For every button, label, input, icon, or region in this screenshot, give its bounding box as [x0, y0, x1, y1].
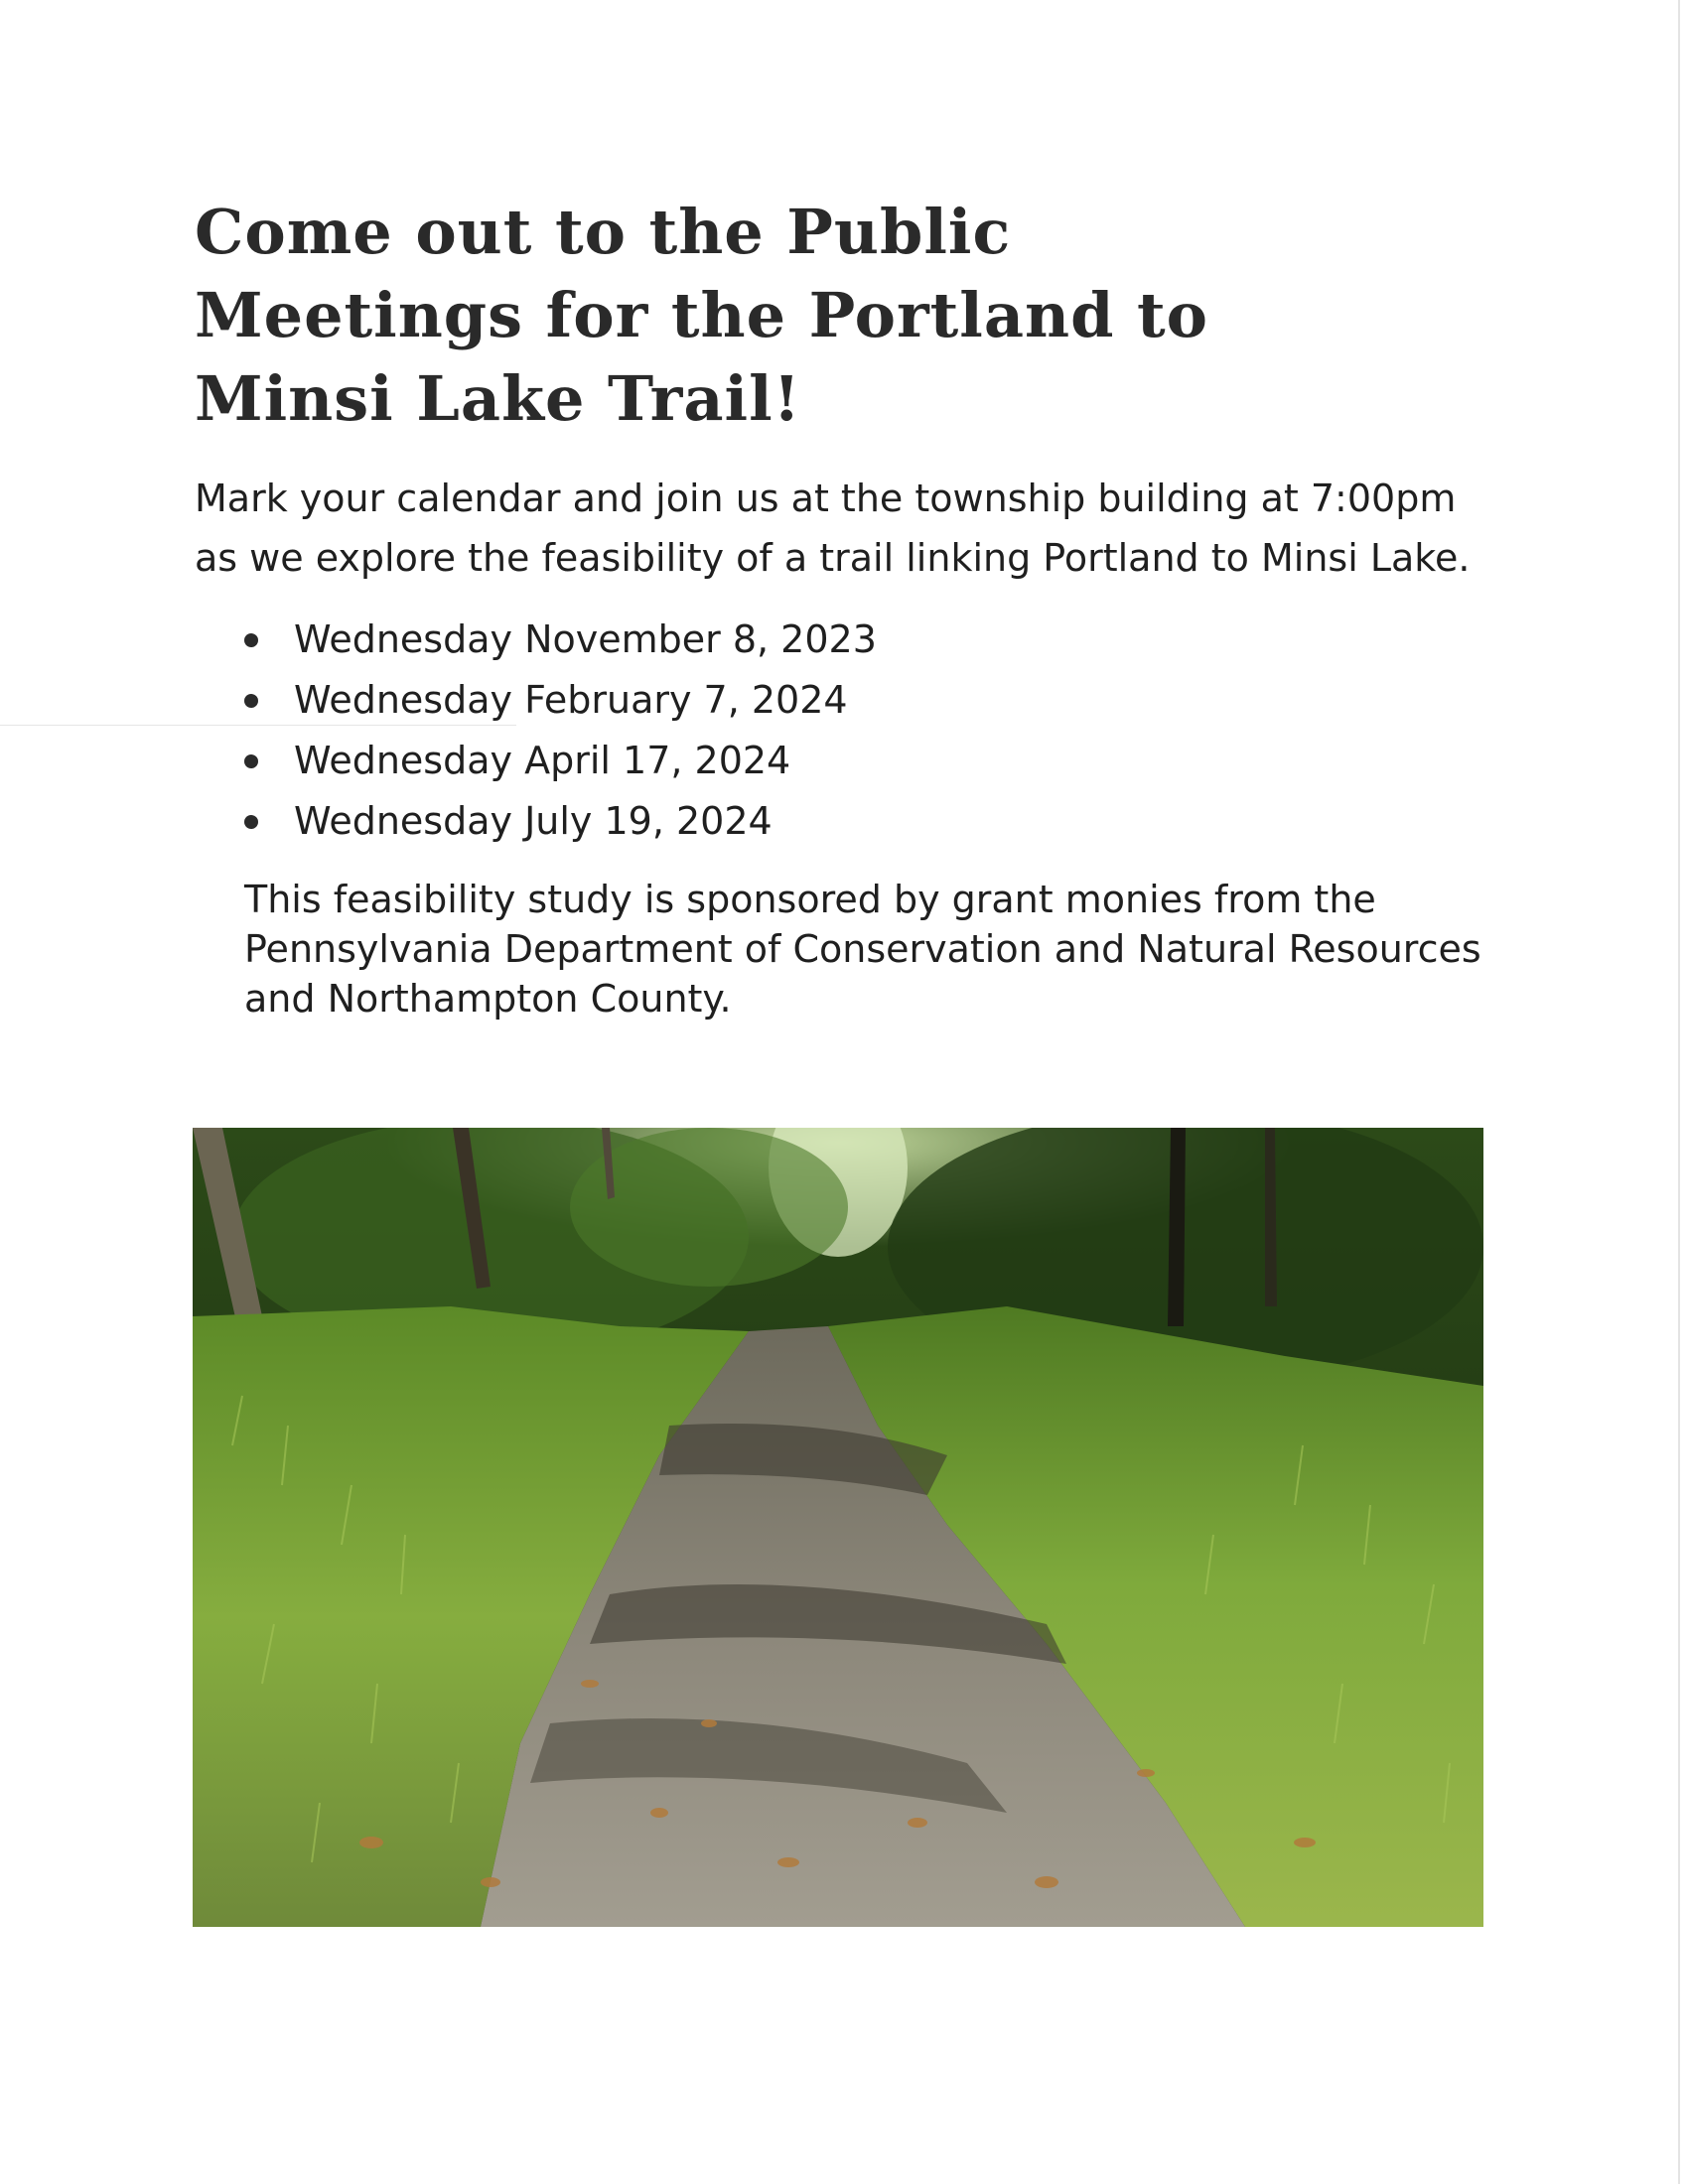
headline-line: Meetings for the Portland to — [195, 279, 1208, 351]
meeting-date: Wednesday July 19, 2024 — [294, 799, 773, 843]
meeting-date-item — [195, 791, 1287, 852]
headline-line: Come out to the Public — [195, 196, 1012, 268]
meeting-date-item — [195, 670, 1287, 731]
meeting-dates-list — [195, 610, 1287, 852]
sponsor-paragraph — [244, 875, 1555, 1024]
sponsor-line: Pennsylvania Department of Conservation and Natural Resources — [244, 927, 1481, 971]
meeting-date-item — [195, 610, 1287, 670]
meeting-date: Wednesday November 8, 2023 — [294, 617, 877, 661]
bullet-icon — [244, 754, 258, 768]
intro-paragraph — [195, 469, 1505, 588]
sponsor-line: This feasibility study is sponsored by grant monies from the — [244, 878, 1376, 921]
meeting-date-item — [195, 731, 1287, 791]
trail-photo — [193, 1128, 1483, 1927]
bullet-icon — [244, 694, 258, 708]
page-edge — [1678, 0, 1680, 2184]
meeting-date: Wednesday April 17, 2024 — [294, 739, 791, 782]
meeting-date: Wednesday February 7, 2024 — [294, 678, 848, 722]
trail-photo-illustration — [193, 1128, 1483, 1927]
intro-line: as we explore the feasibility of a trail linking Portland to Minsi Lake. — [195, 536, 1471, 580]
bullet-icon — [244, 633, 258, 647]
intro-line: Mark your calendar and join us at the township building at 7:00pm — [195, 477, 1457, 520]
bullet-icon — [244, 815, 258, 829]
flyer-headline — [195, 191, 1426, 441]
headline-line: Minsi Lake Trail! — [195, 362, 801, 435]
sponsor-line: and Northampton County. — [244, 977, 732, 1021]
